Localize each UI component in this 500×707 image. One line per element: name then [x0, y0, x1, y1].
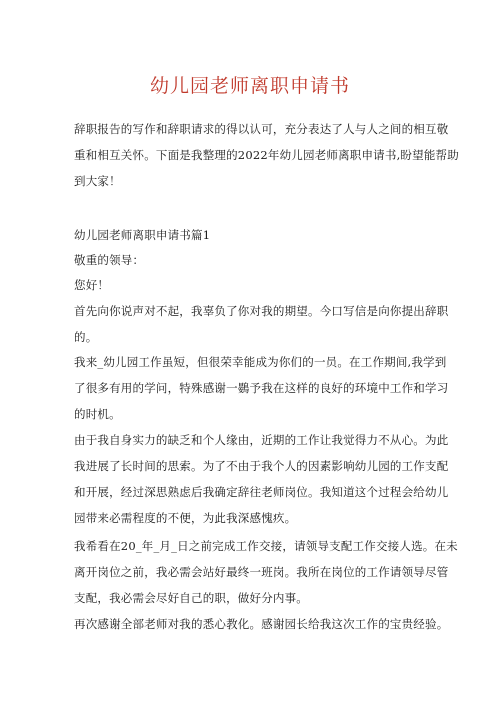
- paragraph-4-line-2: 离开岗位之前，我必需会站好最终一班岗。我所在岗位的工作请领导尽管: [74, 565, 449, 579]
- document-title: 幼儿园老师离职申请书: [149, 75, 350, 97]
- intro-line-1: 辞职报告的写作和辞职请求的得以认可，充分表达了人与人之间的相互敬: [74, 122, 449, 136]
- paragraph-2-line-1: 我来_幼儿园工作虽短，但很荣幸能成为你们的一员。在工作期间,我学到: [74, 355, 447, 369]
- paragraph-3-line-1: 由于我自身实力的缺乏和个人缘由，近期的工作让我觉得力不从心。为此: [74, 433, 449, 447]
- paragraph-3-line-4: 园带来必需程度的不便，为此我深感愧疚。: [74, 511, 297, 525]
- paragraph-5-line-1: 再次感谢全部老师对我的悉心教化。感谢园长给我这次工作的宝贵经验。: [74, 617, 449, 631]
- salutation: 敬重的领导：: [74, 253, 145, 267]
- paragraph-2-line-3: 的时机。: [74, 407, 121, 421]
- greeting: 您好！: [74, 278, 110, 292]
- paragraph-2-line-2: 了很多有用的学问，特殊感谢一鷃予我在这样的良好的环境中工作和学习: [74, 381, 449, 395]
- intro-line-3: 到大家！: [74, 174, 121, 188]
- paragraph-4-line-1: 我希看在20_年_月_日之前完成工作交接，请领导支配工作交接人选。在未: [74, 539, 458, 553]
- intro-line-2: 重和相互关怀。下面是我整理的2022年幼儿园老师离职申请书,盼望能帮助: [74, 148, 459, 162]
- paragraph-3-line-3: 和开展，经过深思熟虑后我确定辞往老师岗位。我知道这个过程会给幼儿: [74, 485, 449, 499]
- paragraph-1-line-2: 的。: [74, 330, 98, 344]
- paragraph-3-line-2: 我进展了长时间的思索。为了不由于我个人的因素影响幼儿园的工作支配: [74, 459, 449, 473]
- paragraph-1-line-1: 首先向你说声对不起，我辜负了你对我的期望。今口写信是向你提出辞职: [74, 304, 449, 318]
- paragraph-4-line-3: 支配，我必需会尽好自己的职，做好分内事。: [74, 591, 308, 605]
- section-heading: 幼儿园老师离职申请书篇1: [74, 228, 211, 242]
